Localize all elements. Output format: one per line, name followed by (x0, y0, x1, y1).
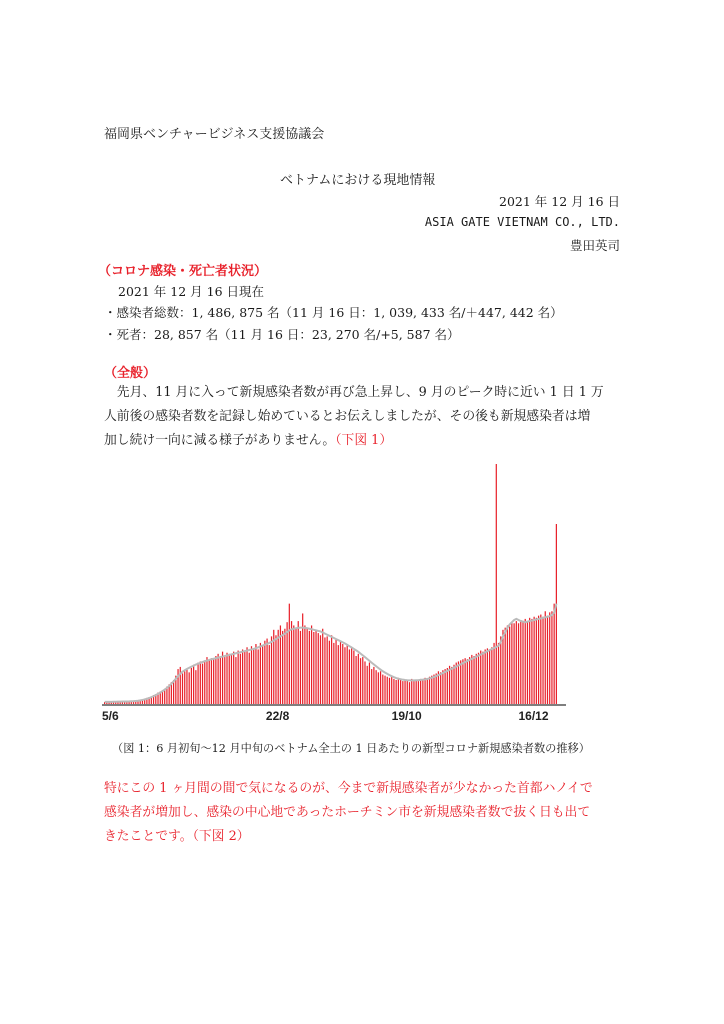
bar (367, 666, 368, 704)
bar (269, 645, 270, 704)
deaths-total: ・死者：28, 857 名（11 月 16 日：23, 270 名/+5, 587 名） (104, 327, 460, 342)
bar (473, 656, 474, 704)
bar (322, 629, 323, 704)
bar (420, 679, 421, 704)
bar (554, 604, 555, 704)
bar (389, 678, 390, 704)
bar (491, 647, 492, 704)
bar (355, 656, 356, 704)
bar (458, 661, 459, 704)
bar (333, 643, 334, 704)
bar (186, 669, 187, 704)
bar (509, 627, 510, 704)
bar (289, 604, 290, 704)
bar (513, 623, 514, 704)
bar (380, 671, 381, 704)
bar (358, 654, 359, 704)
bar (433, 675, 434, 704)
bar (266, 639, 267, 704)
bar (275, 635, 276, 704)
chart-svg (102, 458, 572, 722)
bar (373, 667, 374, 704)
paragraph-line: 先月、11 月に入って新規感染者数が再び急上昇し、9 月のピーク時に近い 1 日 1 万 (104, 385, 604, 400)
bar (344, 647, 345, 704)
bar (511, 622, 512, 704)
bar (362, 657, 363, 704)
bar (445, 669, 446, 704)
x-tick-label: 22/8 (265, 709, 290, 722)
bar (556, 524, 557, 704)
bar (538, 616, 539, 704)
covid-as-of-date: 2021 年 12 月 16 日現在 (118, 284, 264, 299)
bar (404, 680, 405, 704)
bar (480, 651, 481, 704)
bar (329, 641, 330, 704)
bar (244, 652, 245, 704)
bar (262, 645, 263, 704)
bar (449, 666, 450, 704)
bar (520, 620, 521, 704)
bar (298, 621, 299, 704)
bar (229, 654, 230, 704)
bar (313, 632, 314, 704)
bar (215, 656, 216, 704)
bar (471, 655, 472, 704)
figure-caption: （図 1：6 月初旬〜12 月中旬のベトナム全土の 1 日あたりの新型コロナ新規感染者数の推移） (112, 742, 590, 755)
organization-name: 福岡県ベンチャービジネス支援協議会 (104, 127, 325, 142)
x-tick-label: 16/12 (518, 709, 549, 722)
moving-average-line (105, 604, 557, 702)
x-tick-label: 5/6 (102, 709, 119, 722)
bar (536, 618, 537, 704)
bar (442, 670, 443, 704)
bar (291, 621, 292, 704)
bar (391, 677, 392, 704)
bar (469, 657, 470, 704)
bar (364, 661, 365, 704)
bar (540, 615, 541, 704)
bar (416, 680, 417, 704)
bar (242, 649, 243, 704)
bar (182, 673, 183, 704)
bar (209, 660, 210, 704)
bar (271, 636, 272, 704)
bar (309, 631, 310, 704)
bar (224, 657, 225, 704)
infected-total: ・感染者総数：1, 486, 875 名（11 月 16 日：1, 039, 433 名/＋447, 442 名） (104, 305, 563, 320)
bar (485, 649, 486, 704)
paragraph-line: 特にこの 1 ヶ月間の間で気になるのが、今まで新規感染者が少なかった首都ハノイで (104, 781, 593, 796)
company-name: ASIA GATE VIETNAM CO., LTD. (424, 215, 620, 229)
bar (505, 628, 506, 704)
paragraph-line (104, 429, 624, 453)
bar (467, 659, 468, 704)
general-paragraph (104, 381, 624, 453)
bar (340, 641, 341, 704)
bar (440, 672, 441, 704)
bar (249, 653, 250, 704)
bar (235, 657, 236, 704)
bar (307, 628, 308, 704)
bar (253, 648, 254, 704)
bar (315, 630, 316, 704)
bar (371, 669, 372, 704)
bar (402, 681, 403, 704)
bar (260, 643, 261, 704)
bar (516, 621, 517, 704)
bar (498, 643, 499, 704)
bar (476, 654, 477, 704)
bar (342, 644, 343, 704)
bar (482, 652, 483, 704)
bar (349, 649, 350, 704)
bar (211, 658, 212, 704)
bar (347, 644, 348, 704)
bar (427, 679, 428, 704)
bar (173, 680, 174, 704)
bar (396, 680, 397, 704)
bar (311, 625, 312, 704)
bar (193, 665, 194, 704)
bar (465, 658, 466, 704)
bar (518, 623, 519, 704)
bar (258, 649, 259, 704)
bar (376, 670, 377, 704)
bar (387, 677, 388, 704)
bar (487, 648, 488, 704)
bar (238, 651, 239, 704)
bar (282, 631, 283, 704)
figure-reference: （下図 1） (335, 433, 393, 448)
bar (220, 657, 221, 704)
bar (447, 668, 448, 704)
bar (218, 654, 219, 704)
bar (529, 618, 530, 704)
bar (500, 636, 501, 704)
bar (398, 678, 399, 704)
paragraph-line: 感染者が増加し、感染の中心地であったホーチミン市を新規感染者数で抜く日も出て (104, 805, 591, 820)
x-tick-label: 19/10 (391, 709, 422, 722)
bar (255, 644, 256, 704)
bar (409, 682, 410, 704)
bar (431, 676, 432, 704)
bar (197, 663, 198, 704)
paragraph-line: きたことです。（下図 2） (104, 829, 250, 844)
bar (436, 673, 437, 704)
bar (293, 625, 294, 704)
bar (351, 648, 352, 704)
bar (418, 681, 419, 704)
bar (378, 672, 379, 704)
bar (191, 668, 192, 704)
bar (451, 667, 452, 704)
author-name: 豊田英司 (569, 238, 620, 253)
bar (502, 630, 503, 704)
bar (522, 621, 523, 704)
bar (240, 654, 241, 704)
bar (327, 636, 328, 704)
bar (278, 630, 279, 704)
bar (382, 675, 383, 704)
bar (353, 651, 354, 704)
bar (534, 617, 535, 704)
bar (335, 639, 336, 704)
bar (493, 643, 494, 704)
paragraph-line-text: 加し続け一向に減る様子がありません。 (104, 433, 336, 448)
bar (320, 635, 321, 704)
bar (324, 637, 325, 704)
bar (496, 464, 497, 704)
bar (222, 652, 223, 704)
bar (213, 659, 214, 704)
bar (507, 625, 508, 704)
bar (424, 678, 425, 704)
bar (360, 658, 361, 704)
document-date: 2021 年 12 月 16 日 (499, 194, 620, 209)
paragraph-line: 人前後の感染者数を記録し始めているとお伝えしましたが、その後も新規感染者は増 (104, 409, 591, 424)
bar (549, 612, 550, 704)
bar (527, 622, 528, 704)
bar (531, 619, 532, 704)
bar (478, 653, 479, 704)
bar (551, 611, 552, 704)
bar (331, 635, 332, 704)
bar (489, 649, 490, 704)
daily-cases-chart (102, 458, 572, 722)
bar (231, 655, 232, 704)
red-paragraph (104, 777, 624, 849)
bar (411, 679, 412, 704)
bar (318, 633, 319, 704)
bar (202, 664, 203, 704)
document-title: ベトナムにおける現地情報 (280, 173, 436, 188)
bar (369, 663, 370, 704)
bar (200, 661, 201, 704)
general-section-heading: （全般） (104, 366, 157, 381)
bar (286, 622, 287, 704)
bar (184, 671, 185, 704)
bar (206, 657, 207, 704)
bar (456, 663, 457, 704)
bar (525, 619, 526, 704)
bar (384, 676, 385, 704)
bar (462, 659, 463, 704)
bar (413, 681, 414, 704)
bar (400, 680, 401, 704)
bar (460, 660, 461, 704)
bar (304, 625, 305, 704)
bar (453, 665, 454, 704)
bar (422, 680, 423, 704)
bar (300, 631, 301, 704)
bar (264, 641, 265, 704)
bar (284, 629, 285, 704)
bar (429, 677, 430, 704)
covid-section-heading: （コロナ感染・死亡者状況） (98, 264, 268, 279)
bar (251, 646, 252, 704)
bar (542, 617, 543, 704)
bar (195, 670, 196, 704)
bar (407, 680, 408, 704)
bar (547, 616, 548, 704)
bar (204, 660, 205, 704)
bar (189, 672, 190, 704)
bar (226, 653, 227, 704)
bar (246, 647, 247, 704)
bar (295, 628, 296, 704)
bar (545, 611, 546, 704)
bar (393, 679, 394, 704)
bar (233, 652, 234, 704)
bar (338, 645, 339, 704)
